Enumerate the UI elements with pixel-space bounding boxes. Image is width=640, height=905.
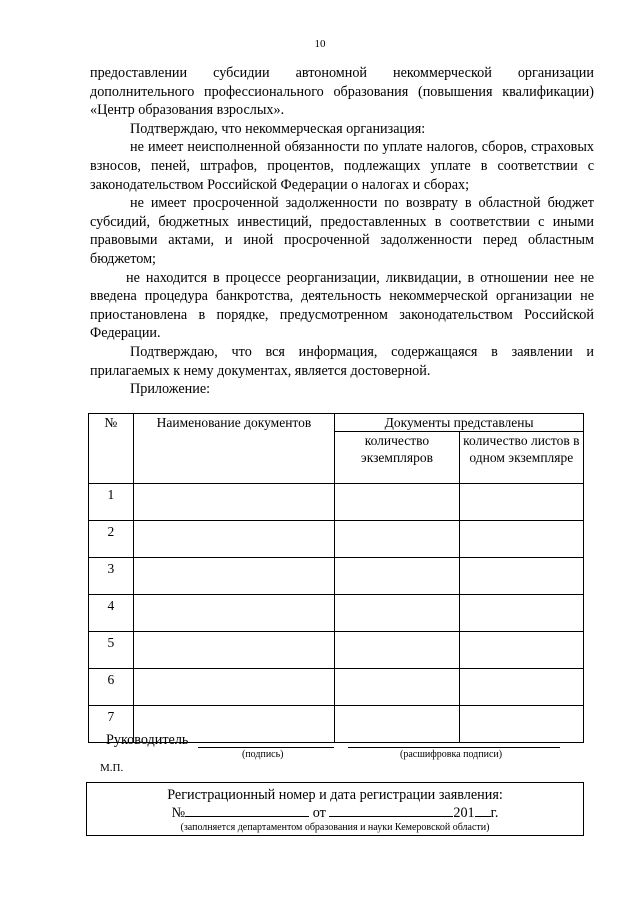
row-number: 3 <box>89 558 134 595</box>
row-name-cell[interactable] <box>133 632 335 669</box>
table-row <box>89 669 584 706</box>
row-copies-cell[interactable] <box>335 595 459 632</box>
row-name-cell[interactable] <box>133 669 335 706</box>
registration-date-field[interactable] <box>329 804 453 817</box>
row-number: 2 <box>89 521 134 558</box>
row-number: 5 <box>89 632 134 669</box>
year-suffix: г. <box>490 805 499 821</box>
row-number: 6 <box>89 669 134 706</box>
body-text <box>90 64 594 399</box>
stamp-placeholder: М.П. <box>100 762 124 774</box>
table-header-row <box>89 414 584 432</box>
row-sheets-cell[interactable] <box>459 595 583 632</box>
row-sheets-cell[interactable] <box>459 521 583 558</box>
paragraph: предоставлении субсидии автономной некоммерческой организации дополнительного профессионального образования (повышения квалификации) «Центр образования взрослых». <box>90 65 594 119</box>
row-copies-cell[interactable] <box>335 669 459 706</box>
table-row <box>89 595 584 632</box>
row-number: 7 <box>89 706 134 743</box>
paragraph: Подтверждаю, что некоммерческая организация: <box>130 120 426 137</box>
registration-box <box>86 782 584 836</box>
header-copies: количество экземпляров <box>335 432 459 484</box>
row-name-cell[interactable] <box>133 558 335 595</box>
paragraph: не имеет просроченной задолженности по возврату в областной бюджет субсидий, бюджетных инвестиций, предоставленных в соответствии с иными правовыми актами, и иной просроченной задолженности перед областным бюджетом; <box>90 195 594 267</box>
row-sheets-cell[interactable] <box>459 632 583 669</box>
signature-label: Руководитель <box>106 732 189 748</box>
page-number: 10 <box>314 38 326 50</box>
row-name-cell[interactable] <box>133 595 335 632</box>
table-row <box>89 558 584 595</box>
row-name-cell[interactable] <box>133 484 335 521</box>
row-copies-cell[interactable] <box>335 558 459 595</box>
row-copies-cell[interactable] <box>335 632 459 669</box>
decoding-field[interactable] <box>348 747 560 748</box>
row-copies-cell[interactable] <box>335 484 459 521</box>
paragraph: Подтверждаю, что вся информация, содержащаяся в заявлении и прилагаемых к нему документах, является достоверной. <box>90 343 594 379</box>
year-prefix: 201 <box>453 805 475 821</box>
row-copies-cell[interactable] <box>335 706 459 743</box>
registration-title: Регистрационный номер и дата регистрации заявления: <box>167 787 503 803</box>
row-copies-cell[interactable] <box>335 521 459 558</box>
paragraph: не имеет неисполненной обязанности по уплате налогов, сборов, страховых взносов, пеней, штрафов, процентов, подлежащих уплате в соответствии с законодательством Российской Федерации о налогах и сборах; <box>90 139 594 193</box>
row-number: 4 <box>89 595 134 632</box>
number-sign: № <box>171 805 186 821</box>
decoding-caption: (расшифровка подписи) <box>400 749 503 760</box>
registration-line <box>87 804 583 822</box>
row-sheets-cell[interactable] <box>459 484 583 521</box>
row-number: 1 <box>89 484 134 521</box>
header-name: Наименование документов <box>133 414 335 484</box>
header-provided: Документы представлены <box>335 414 584 432</box>
row-sheets-cell[interactable] <box>459 558 583 595</box>
row-name-cell[interactable] <box>133 521 335 558</box>
from-label: от <box>312 805 326 821</box>
year-field[interactable] <box>475 804 491 817</box>
row-sheets-cell[interactable] <box>459 669 583 706</box>
header-number: № <box>89 414 134 484</box>
table-row <box>89 632 584 669</box>
signature-caption: (подпись) <box>242 749 284 760</box>
table-row <box>89 521 584 558</box>
row-sheets-cell[interactable] <box>459 706 583 743</box>
documents-table <box>88 413 584 743</box>
paragraph: Приложение: <box>130 381 211 398</box>
registration-note: (заполняется департаментом образования и науки Кемеровской области) <box>180 822 490 833</box>
paragraph: не находится в процессе реорганизации, ликвидации, в отношении нее не введена процедура банкротства, деятельность некоммерческой организации не приостановлена в порядке, предусмотренном законодательством Российской Федерации. <box>90 269 594 342</box>
signature-field[interactable] <box>198 747 334 748</box>
registration-number-field[interactable] <box>185 804 309 817</box>
table-row <box>89 484 584 521</box>
header-sheets: количество листов в одном экземпляре <box>459 432 583 484</box>
